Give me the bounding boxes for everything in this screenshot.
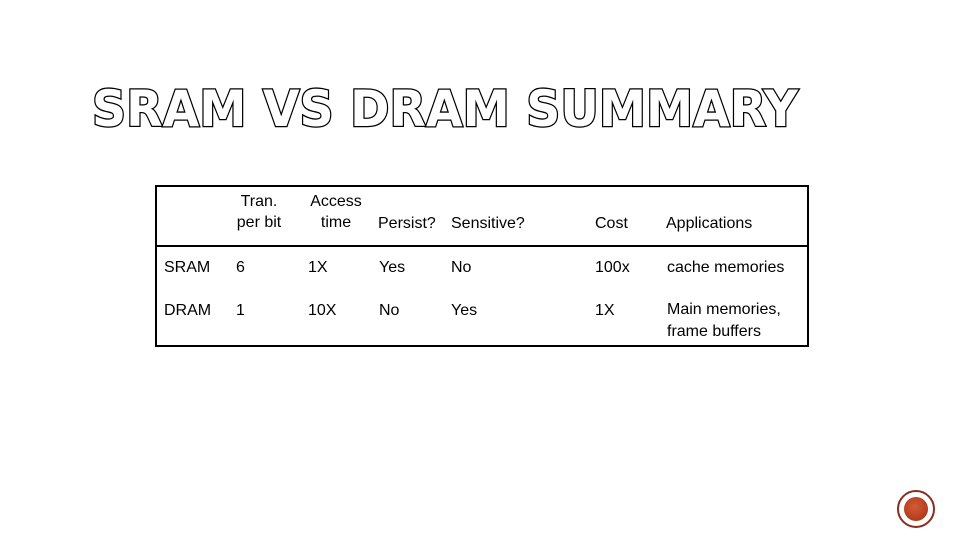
cell-sensitive: Yes [451, 302, 478, 319]
row-name: SRAM [164, 259, 211, 276]
header-persist: Persist? [378, 215, 436, 232]
slide-title [88, 78, 848, 138]
header-sensitive: Sensitive? [451, 215, 525, 232]
header-applications: Applications [666, 215, 753, 232]
header-access-time: Access time [310, 193, 362, 231]
cell-tran-per-bit: 1 [236, 302, 245, 319]
table-header-row [157, 187, 807, 247]
svg-text:SRAM VS DRAM SUMMARY: SRAM VS DRAM SUMMARY [92, 80, 799, 138]
cell-persist: Yes [379, 259, 406, 276]
header-cost: Cost [595, 215, 628, 232]
header-tran-per-bit: Tran. per bit [236, 193, 282, 231]
nav-button-fill [904, 497, 928, 521]
cell-tran-per-bit: 6 [236, 259, 245, 276]
cell-access-time: 10X [308, 302, 337, 319]
cell-access-time: 1X [308, 259, 328, 276]
cell-cost: 1X [595, 302, 615, 319]
circle-nav-icon[interactable] [897, 490, 935, 528]
summary-table [155, 185, 809, 347]
cell-applications: Main memories, frame buffers [667, 301, 781, 340]
cell-cost: 100x [595, 259, 630, 276]
row-name: DRAM [164, 302, 212, 319]
cell-persist: No [379, 302, 400, 319]
cell-applications: cache memories [667, 259, 785, 276]
cell-sensitive: No [451, 259, 472, 276]
